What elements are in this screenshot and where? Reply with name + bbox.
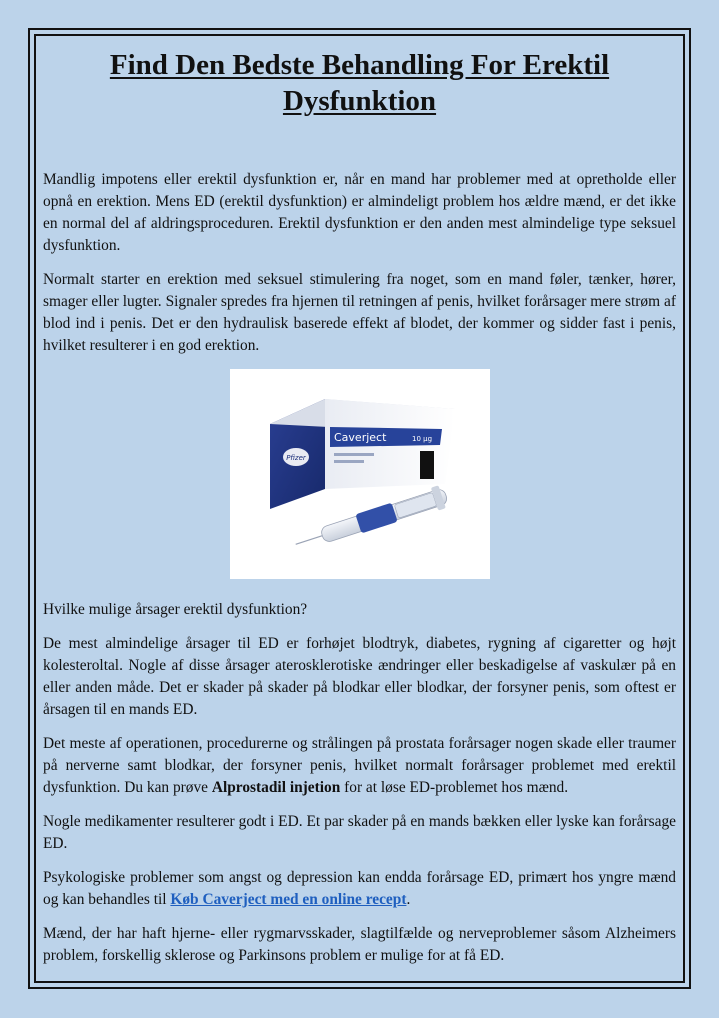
- paragraph-medications: Nogle medikamenter resulterer godt i ED. Et par skader på en mands bækken eller lyske kan forårsage ED.: [43, 813, 676, 852]
- paragraph-causes: De mest almindelige årsager til ED er forhøjet blodtryk, diabetes, rygning af cigaretter og højt kolesteroltal. Nogle af disse årsager aterosklerotiske ændringer eller beskadigelse af vaskulær på en eller anden måde. Det er skader på skader på blodkar eller blodkar, der forsyner penis, som oftest er årsagen til en mands ED.: [43, 635, 676, 718]
- page-title: Find Den Bedste Behandling For Erektil Dysfunktion: [109, 49, 610, 117]
- article-body: [43, 169, 676, 979]
- product-image: [230, 369, 490, 579]
- paragraph-surgery-end: for at løse ED-problemet hos mænd.: [340, 779, 569, 796]
- box-brand-label: Pfizer: [285, 454, 306, 462]
- paragraph-psych-text: Psykologiske problemer som angst og depression kan endda forårsage ED, primært hos yngre mænd og kan behandles til: [43, 869, 676, 908]
- paragraph-erection: Normalt starter en erektion med seksuel stimulering fra noget, som en mand føler, tænker, hører, smager eller lugter. Signaler spredes fra hjernen til retningen af penis, hvilket forårsager mere strøm af blod ind i penis. Det er den hydraulisk baserede effekt af blodet, der kommer og sidder fast i penis, hvilket resulterer i en god erektion.: [43, 271, 676, 354]
- paragraph-surgery: [43, 733, 676, 799]
- box-product-label: Caverject: [333, 431, 386, 444]
- paragraph-neurological: Mænd, der har haft hjerne- eller rygmarvsskader, slagtilfælde og nerveproblemer såsom Alzheimers problem, forskellig sklerose og Parkinsons problem er mulige for at få ED.: [43, 925, 676, 964]
- paragraph-surgery-text: Det meste af operationen, procedurerne og strålingen på prostata forårsager nogen skade eller traumer på nerverne samt blodkar, der forsyner penis, hvilket normalt forårsager problemet med erektil dysfunktion. Du kan prøve: [43, 735, 676, 796]
- caverject-online-link[interactable]: Køb Caverject med en online recept: [170, 891, 407, 908]
- box-dose-label: 10 µg: [411, 435, 432, 443]
- paragraph-psych-end: .: [406, 891, 411, 908]
- paragraph-psychological: [43, 867, 676, 911]
- question-heading: Hvilke mulige årsager erektil dysfunktion?: [43, 601, 308, 618]
- alprostadil-bold-text: Alprostadil injetion: [211, 779, 341, 796]
- paragraph-intro: Mandlig impotens eller erektil dysfunktion er, når en mand har problemer med at opretholde eller opnå en erektion. Mens ED (erektil dysfunktion) er almindeligt problem hos ældre mænd, er det ikke en normal del af aldringsproceduren. Erektil dysfunktion er den anden mest almindelige type seksuel dysfunktion.: [43, 171, 676, 254]
- caverject-box-and-syringe-illustration: [230, 369, 490, 579]
